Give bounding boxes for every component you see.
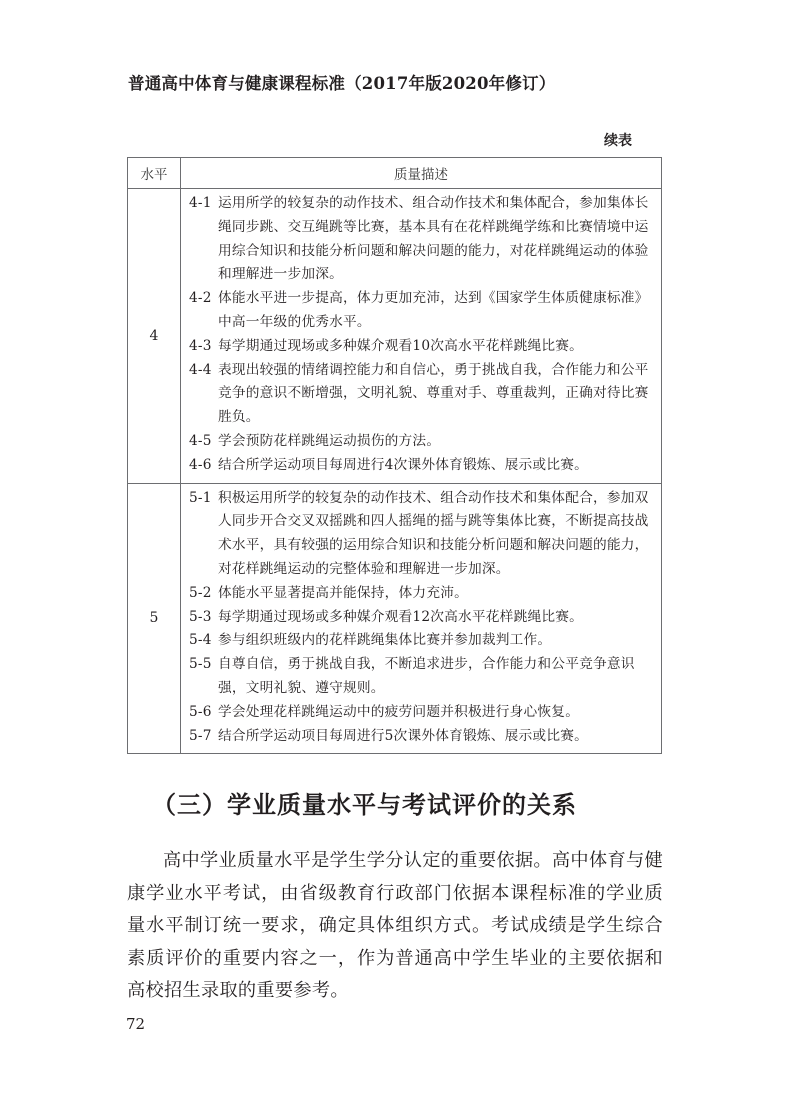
level-cell: 4: [128, 189, 181, 484]
table-row: [128, 483, 662, 754]
item-text: 结合所学运动项目每周进行5次课外体育锻炼、展示或比赛。: [218, 727, 588, 744]
item-text: 运用所学的较复杂的动作技术、组合动作技术和集体配合，参加集体长绳同步跳、交互绳跳等比赛，基本具有在花样跳绳学练和比赛情境中运用综合知识和技能分析问题和解决问题的能力，对花样跳绳运动的体验和理解进一步加深。: [218, 195, 649, 283]
item-text: 自尊自信，勇于挑战自我，不断追求进步，合作能力和公平竞争意识强，文明礼貌、遵守规则。: [218, 656, 635, 696]
list-item: [189, 725, 653, 749]
item-text: 学会预防花样跳绳运动损伤的方法。: [218, 432, 441, 449]
header-level: 水平: [128, 158, 181, 189]
continued-label: 续表: [604, 133, 632, 149]
list-item: [189, 487, 653, 582]
item-number: 5-6: [189, 703, 212, 720]
item-text: 表现出较强的情绪调控能力和自信心，勇于挑战自我，合作能力和公平竞争的意识不断增强，文明礼貌、尊重对手、尊重裁判，正确对待比赛胜负。: [218, 361, 649, 426]
item-number: 5-2: [189, 584, 212, 601]
item-text: 学会处理花样跳绳运动中的疲劳问题并积极进行身心恢复。: [218, 703, 580, 720]
item-text: 每学期通过现场或多种媒介观看10次高水平花样跳绳比赛。: [218, 337, 584, 354]
item-text: 参与组织班级内的花样跳绳集体比赛并参加裁判工作。: [218, 632, 552, 649]
level-cell: 5: [128, 483, 181, 754]
item-number: 5-3: [189, 608, 212, 625]
item-text: 体能水平进一步提高，体力更加充沛，达到《国家学生体质健康标准》中高一年级的优秀水平。: [218, 290, 649, 330]
item-number: 4-4: [189, 361, 212, 378]
item-text: 结合所学运动项目每周进行4次课外体育锻炼、展示或比赛。: [218, 456, 588, 473]
list-item: [189, 606, 653, 630]
item-number: 4-3: [189, 337, 212, 354]
table-row: [128, 189, 662, 484]
list-item: [189, 653, 653, 701]
list-item: [189, 287, 653, 335]
list-item: [189, 192, 653, 287]
description-cell: [181, 483, 662, 754]
running-header-title: 普通高中体育与健康课程标准（2017年版2020年修订）: [128, 74, 556, 93]
item-number: 5-1: [189, 489, 212, 506]
section-heading: （三）学业质量水平与考试评价的关系: [152, 791, 577, 819]
item-text: 积极运用所学的较复杂的动作技术、组合动作技术和集体配合，参加双人同步开合交叉双摇跳和四人摇绳的摇与跳等集体比赛，不断提高技战术水平，具有较强的运用综合知识和技能分析问题和解决问题的能力，对花样跳绳运动的完整体验和理解进一步加深。: [218, 489, 649, 577]
table-header-row: [128, 158, 662, 189]
list-item: [189, 430, 653, 454]
page-number: 72: [126, 1015, 146, 1033]
item-text: 每学期通过现场或多种媒介观看12次高水平花样跳绳比赛。: [218, 608, 584, 625]
description-cell: [181, 189, 662, 484]
list-item: [189, 359, 653, 430]
item-number: 5-5: [189, 656, 212, 673]
item-text: 体能水平显著提高并能保持，体力充沛。: [218, 584, 468, 601]
item-number: 4-5: [189, 432, 212, 449]
item-number: 5-7: [189, 727, 212, 744]
list-item: [189, 335, 653, 359]
list-item: [189, 701, 653, 725]
quality-table: [127, 157, 662, 754]
item-number: 4-1: [189, 195, 212, 211]
item-number: 5-4: [189, 632, 212, 649]
list-item: [189, 582, 653, 606]
item-number: 4-2: [189, 290, 212, 307]
list-item: [189, 454, 653, 478]
list-item: [189, 629, 653, 653]
body-paragraph: 高中学业质量水平是学生学分认定的重要依据。高中体育与健康学业水平考试，由省级教育行政部门依据本课程标准的学业质量水平制订统一要求，确定具体组织方式。考试成绩是学生综合素质评价的重要内容之一，作为普通高中学生毕业的主要依据和高校招生录取的重要参考。: [127, 850, 663, 1001]
item-number: 4-6: [189, 456, 212, 473]
header-description: 质量描述: [181, 158, 662, 189]
